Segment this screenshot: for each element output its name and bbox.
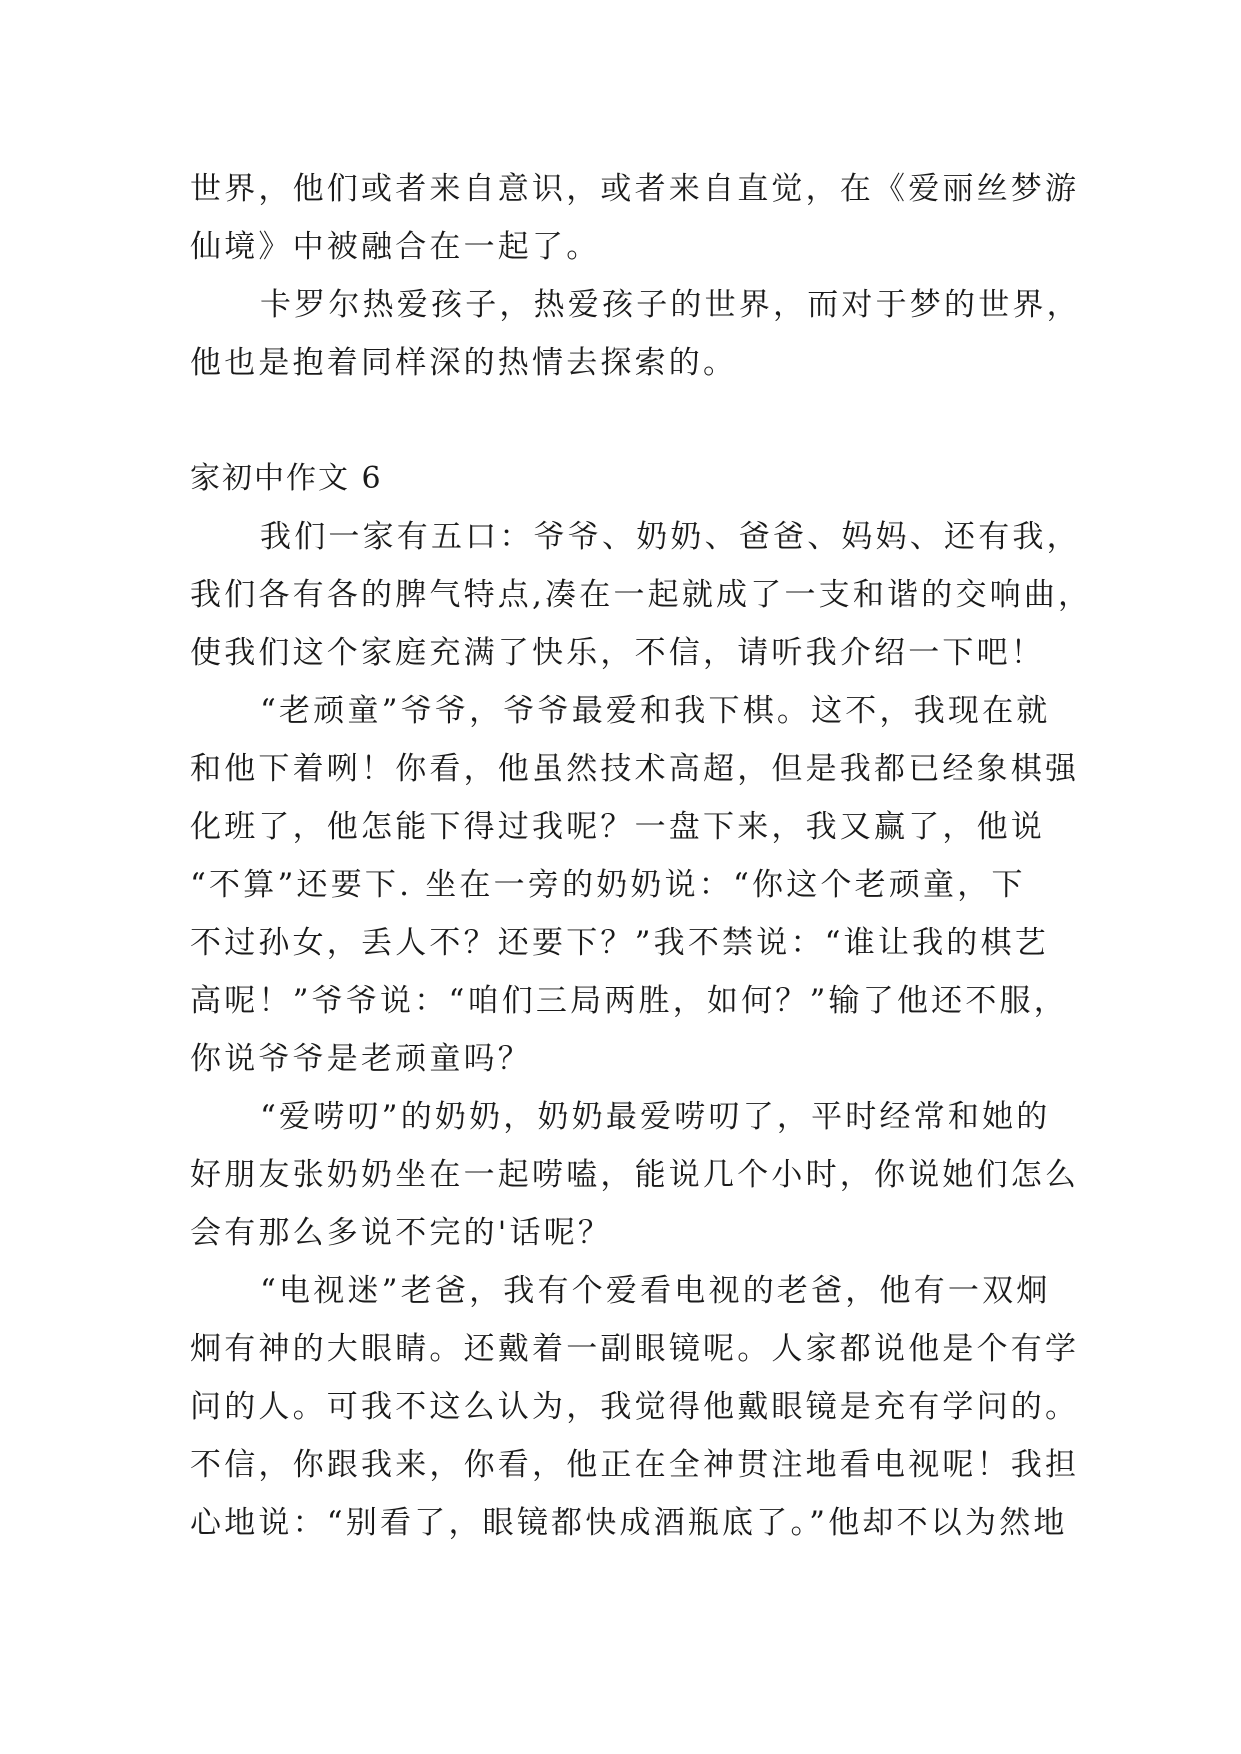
text-line: “老顽童”爷爷，爷爷最爱和我下棋。这不，我现在就 <box>260 693 1051 729</box>
paragraph-grandpa <box>190 682 1080 1088</box>
text-line: 他也是抱着同样深的热情去探索的。 <box>190 345 738 381</box>
text-line: 好朋友张奶奶坐在一起唠嗑，能说几个小时，你说她们怎么 <box>190 1157 1080 1193</box>
text-line: 世界，他们或者来自意识，或者来自直觉，在《爱丽丝梦游 <box>190 171 1080 207</box>
text-line: “不算”还要下. 坐在一旁的奶奶说：“你这个老顽童，下 <box>190 867 1026 903</box>
text-line: 问的人。可我不这么认为，我觉得他戴眼镜是充有学问的。 <box>190 1389 1080 1425</box>
text-line: 使我们这个家庭充满了快乐，不信，请听我介绍一下吧！ <box>190 635 1045 671</box>
text-line: 会有那么多说不完的'话呢？ <box>190 1215 613 1251</box>
text-line: 我们各有各的脾气特点,凑在一起就成了一支和谐的交响曲， <box>190 577 1093 613</box>
paragraph-grandma <box>190 1088 1080 1262</box>
text-line: 炯有神的大眼睛。还戴着一副眼镜呢。人家都说他是个有学 <box>190 1331 1080 1367</box>
paragraph-intro <box>190 160 1080 276</box>
text-line: 化班了，他怎能下得过我呢？一盘下来，我又赢了，他说 <box>190 809 1045 845</box>
document-body <box>190 160 1093 1552</box>
text-line: “爱唠叨”的奶奶，奶奶最爱唠叨了，平时经常和她的 <box>260 1099 1051 1135</box>
text-line: 你说爷爷是老顽童吗？ <box>190 1041 532 1077</box>
text-line: 高呢！”爷爷说：“咱们三局两胜，如何？”输了他还不服， <box>190 983 1068 1019</box>
text-line: 不信，你跟我来，你看，他正在全神贯注地看电视呢！我担 <box>190 1447 1080 1483</box>
text-line: 我们一家有五口：爷爷、奶奶、爸爸、妈妈、还有我， <box>260 519 1081 555</box>
paragraph-carroll <box>190 276 1081 392</box>
text-line: 不过孙女，丢人不？还要下？”我不禁说：“谁让我的棋艺 <box>190 925 1049 961</box>
paragraph-dad <box>190 1262 1080 1552</box>
text-line: 仙境》中被融合在一起了。 <box>190 229 601 265</box>
text-line: 和他下着咧！你看，他虽然技术高超，但是我都已经象棋强 <box>190 751 1080 787</box>
text-line: 心地说：“别看了，眼镜都快成酒瓶底了。”他却不以为然地 <box>190 1505 1068 1541</box>
text-line: “电视迷”老爸，我有个爱看电视的老爸，他有一双炯 <box>260 1273 1051 1309</box>
text-line: 卡罗尔热爱孩子，热爱孩子的世界，而对于梦的世界， <box>260 287 1081 323</box>
paragraph-family <box>190 508 1093 682</box>
section-heading: 家初中作文 6 <box>190 461 383 496</box>
